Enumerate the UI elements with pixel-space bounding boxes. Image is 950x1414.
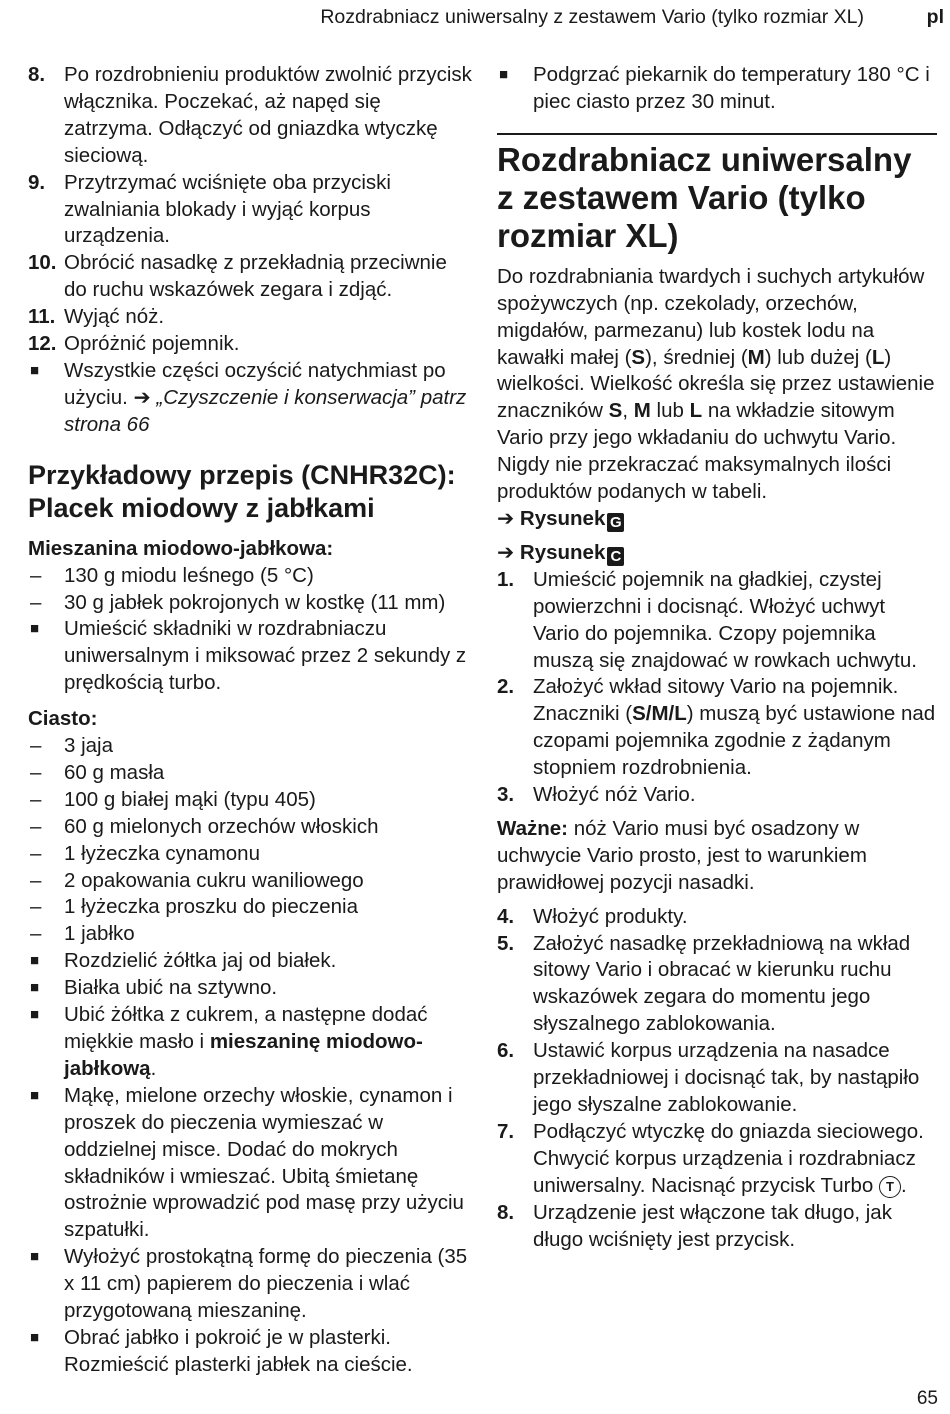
instruction-text: Wyłożyć prostokątną formę do pieczenia (35 x 11 cm) papierem do pieczenia i wlać przygotowaną mieszaninę. — [64, 1245, 468, 1323]
step-number: 10. — [28, 251, 57, 275]
square-bullet-icon: ■ — [30, 361, 40, 379]
step-text: Założyć nasadkę przekładniową na wkład sitowy Vario i obracać w kierunku ruchu wskazówek zegara do momentu jego słyszalnego zablokowania. — [533, 931, 911, 1036]
figure-reference — [497, 540, 937, 567]
arrow-right-icon: ➔ — [497, 506, 515, 530]
dash-bullet: – — [30, 922, 42, 946]
square-bullet-icon: ■ — [30, 1086, 40, 1104]
instruction-item — [28, 616, 473, 697]
recipe-title: Przykładowy przepis (CNHR32C): Placek miodowy z jabłkami — [28, 459, 456, 523]
ingredient-item — [28, 841, 473, 868]
instruction-text: Umieścić składniki w rozdrabniaczu uniwersalnym i miksować przez 2 sekundy z prędkością turbo. — [64, 617, 467, 695]
square-bullet-icon: ■ — [30, 1248, 40, 1266]
ingredient-item — [28, 894, 473, 921]
instruction-item — [28, 948, 473, 975]
figure-letter-badge: G — [607, 513, 624, 532]
instruction-text: Rozdzielić żółtka jaj od białek. — [64, 949, 337, 973]
step-item — [28, 331, 473, 358]
step-text: Ustawić korpus urządzenia na nasadce przekładniowej i docisnąć tak, by nastąpiło jego słyszalne zablokowanie. — [533, 1039, 920, 1116]
ingredient-text: 1 jabłko — [64, 922, 135, 946]
step-number: 3. — [497, 783, 515, 807]
step-item — [497, 1200, 937, 1254]
instruction-item — [28, 1083, 473, 1244]
instruction-item — [28, 1002, 473, 1083]
dash-bullet: – — [30, 814, 42, 838]
step-number: 8. — [497, 1200, 515, 1224]
important-label: Ważne: — [497, 816, 568, 840]
step-number: 7. — [497, 1119, 515, 1143]
step-text-end: . — [900, 1173, 907, 1197]
figure-letter-badge: C — [607, 547, 624, 566]
section-divider — [497, 133, 937, 135]
square-bullet-icon: ■ — [30, 979, 40, 997]
dash-bullet: – — [30, 734, 42, 758]
instruction-text: Białka ubić na sztywno. — [64, 976, 278, 1000]
step-number: 9. — [28, 170, 46, 194]
step-item — [28, 170, 473, 251]
ingredient-text: 1 łyżeczka proszku do pieczenia — [64, 895, 358, 919]
ingredient-text: 60 g mielonych orzechów włoskich — [64, 814, 379, 838]
important-text: nóż Vario musi być osadzony w uchwycie Vario prosto, jest to warunkiem prawidłowej pozycji nasadki. — [497, 816, 867, 894]
instruction-end: . — [150, 1056, 157, 1080]
instruction-text: Podgrzać piekarnik do temperatury 180 °C i piec ciasto przez 30 minut. — [533, 63, 930, 113]
ingredient-item — [28, 563, 473, 590]
ingredient-item — [28, 868, 473, 895]
dash-bullet: – — [30, 590, 42, 614]
step-number: 8. — [28, 63, 46, 86]
ingredient-item — [28, 787, 473, 814]
intro-note: Nigdy nie przekraczać maksymalnych ilości produktów podanych w tabeli. — [497, 453, 892, 504]
step-text-end: ) muszą być ustawione nad czopami pojemnika zgodnie z żądanym stopniem rozdrobnienia. — [533, 702, 936, 780]
step-number: 5. — [497, 931, 515, 955]
arrow-right-icon: ➔ — [497, 540, 515, 564]
dash-bullet: – — [30, 841, 42, 865]
step-text: Założyć wkład sitowy Vario na pojemnik. Znaczniki ( — [533, 675, 899, 726]
right-column — [497, 62, 937, 1253]
page-number: 65 — [916, 1388, 938, 1409]
ingredient-item — [28, 733, 473, 760]
ingredient-item — [28, 590, 473, 617]
step-item — [28, 250, 473, 304]
important-note — [497, 816, 937, 897]
instruction-item — [28, 1244, 473, 1325]
step-item — [28, 304, 473, 331]
step-text: Umieścić pojemnik na gładkiej, czystej powierzchni i docisnąć. Włożyć uchwyt Vario do pojemnika. Czopy pojemnika muszą się znajdować w rowkach uchwytu. — [533, 567, 917, 672]
square-bullet-icon: ■ — [30, 620, 40, 638]
figure-reference — [497, 506, 937, 533]
intro-paragraph: Do rozdrabniania twardych i suchych artykułów spożywczych (np. czekolady, orzechów, migdałów, parmezanu) lub kostek lodu na kawałki małej (S), średniej (M) lub dużej (L) wielkości. Wielkość określa się przez ustawienie znaczników S, M lub L na wkładzie sitowym Vario przy jego wkładaniu do uchwytu Vario. — [497, 264, 935, 450]
square-bullet-icon: ■ — [30, 952, 40, 970]
ingredient-item — [28, 921, 473, 948]
step-item — [28, 62, 473, 170]
ingredient-item — [28, 760, 473, 787]
dough-heading: Ciasto: — [28, 707, 98, 731]
step-number: 12. — [28, 332, 57, 356]
step-item — [497, 931, 937, 1039]
step-item — [497, 1119, 937, 1200]
ingredient-text: 3 jaja — [64, 734, 114, 758]
step-item — [497, 567, 937, 675]
ingredient-item — [28, 814, 473, 841]
step-emphasis: S/M/L — [632, 702, 687, 726]
dash-bullet: – — [30, 868, 42, 892]
step-text: Urządzenie jest włączone tak długo, jak długo wciśnięty jest przycisk. — [533, 1200, 892, 1251]
turbo-button-icon: T — [879, 1176, 901, 1198]
step-number: 6. — [497, 1039, 515, 1063]
cleaning-note-text: Wszystkie części oczyścić natychmiast po użyciu. — [64, 358, 446, 409]
instruction-text: Mąkę, mielone orzechy włoskie, cynamon i proszek do pieczenia wymieszać w oddzielnej misce. Dodać do mokrych składników i wmieszać. Ubitą śmietanę ostrożnie wprowadzić pod masę przy użyciu szpatułki. — [64, 1083, 464, 1242]
step-text: Obrócić nasadkę z przekładnią przeciwnie do ruchu wskazówek zegara i zdjąć. — [64, 251, 447, 302]
instruction-text: Obrać jabłko i pokroić je w plasterki. Rozmieścić plasterki jabłek na cieście. — [64, 1325, 413, 1376]
step-text: Wyjąć nóż. — [64, 305, 165, 329]
arrow-right-icon: ➔ — [133, 385, 151, 409]
square-bullet-icon: ■ — [499, 66, 509, 83]
step-text: Przytrzymać wciśnięte oba przyciski zwalniania blokady i wyjąć korpus urządzenia. — [64, 170, 391, 248]
figure-label: Rysunek — [519, 506, 606, 530]
step-number: 1. — [497, 567, 515, 591]
step-item — [497, 674, 937, 782]
square-bullet-icon: ■ — [30, 1006, 40, 1024]
step-text: Podłączyć wtyczkę do gniazda sieciowego. Chwycić korpus urządzenia i rozdrabniacz uniwersalny. Nacisnąć przycisk Turbo — [533, 1119, 924, 1197]
step-number: 11. — [28, 305, 56, 329]
page-header — [0, 6, 950, 32]
step-item — [497, 1038, 937, 1119]
step-item — [497, 782, 937, 809]
section-title: Rozdrabniacz uniwersalny z zestawem Vario (tylko rozmiar XL) — [497, 140, 912, 254]
step-text: Włożyć nóż Vario. — [533, 783, 696, 807]
step-number: 2. — [497, 675, 515, 699]
ingredient-text: 130 g miodu leśnego (5 °C) — [64, 563, 314, 587]
left-column — [28, 62, 473, 1379]
dash-bullet: – — [30, 760, 42, 784]
mixture-heading: Mieszanina miodowo-jabłkowa: — [28, 536, 334, 560]
dash-bullet: – — [30, 787, 42, 811]
step-text: Opróżnić pojemnik. — [64, 332, 240, 356]
instruction-item — [28, 975, 473, 1002]
ingredient-text: 1 łyżeczka cynamonu — [64, 841, 260, 865]
language-code: pl — [926, 6, 944, 28]
instruction-item — [497, 62, 937, 116]
ingredient-text: 30 g jabłek pokrojonych w kostkę (11 mm) — [64, 590, 446, 614]
dash-bullet: – — [30, 563, 42, 587]
dash-bullet: – — [30, 895, 42, 919]
step-text: Włożyć produkty. — [533, 904, 688, 928]
square-bullet-icon: ■ — [30, 1328, 40, 1346]
figure-label: Rysunek — [519, 540, 606, 564]
ingredient-text: 100 g białej mąki (typu 405) — [64, 787, 316, 811]
cross-reference: „Czyszczenie i konserwacja” patrz strona 66 — [64, 385, 467, 436]
cleaning-note — [28, 358, 473, 439]
ingredient-text: 60 g masła — [64, 760, 165, 784]
header-title: Rozdrabniacz uniwersalny z zestawem Vario (tylko rozmiar XL) — [320, 6, 864, 28]
instruction-item — [28, 1325, 473, 1379]
step-number: 4. — [497, 904, 515, 928]
step-item — [497, 904, 937, 931]
instruction-emphasis: mieszaninę miodowo-jabłkową — [64, 1030, 423, 1080]
instruction-text: Ubić żółtka z cukrem, a następne dodać miękkie masło i — [64, 1003, 428, 1053]
ingredient-text: 2 opakowania cukru waniliowego — [64, 868, 364, 892]
step-text: Po rozdrobnieniu produktów zwolnić przycisk włącznika. Poczekać, aż napęd się zatrzyma. Odłączyć od gniazdka wtyczkę sieciową. — [64, 63, 472, 167]
